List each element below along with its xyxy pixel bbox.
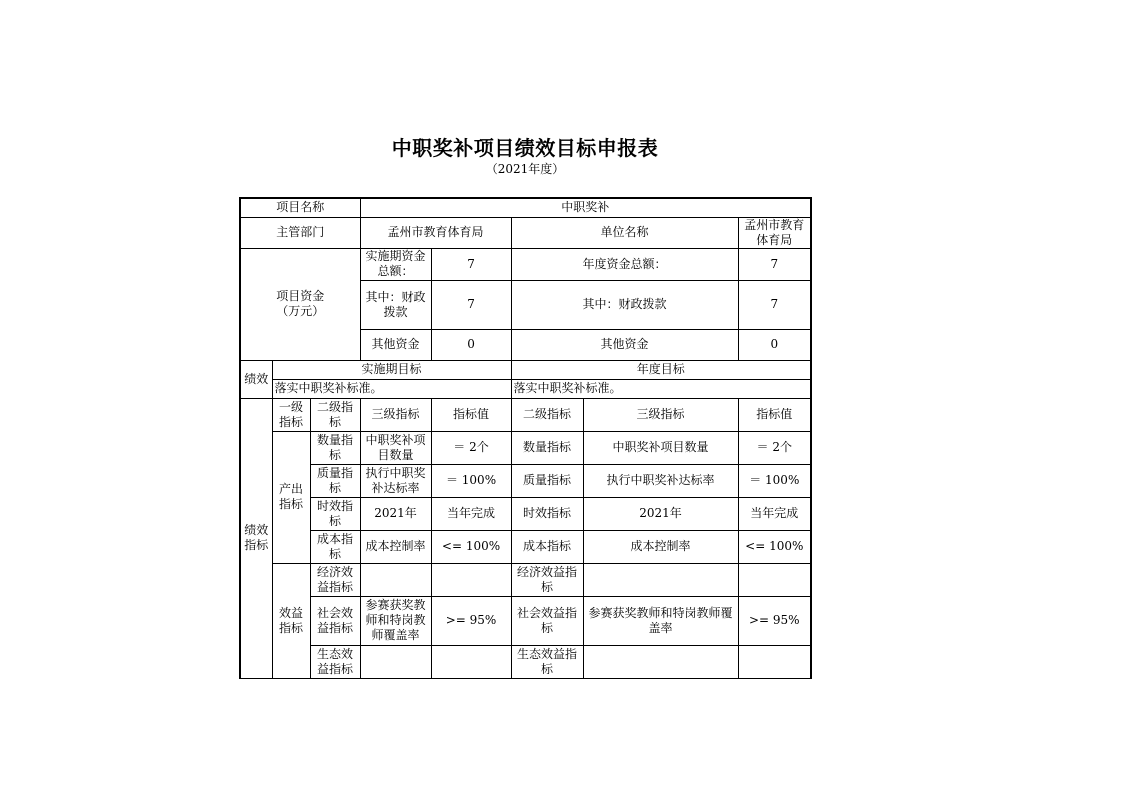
project-name-label: 项目名称	[240, 198, 360, 217]
goals-side-label: 绩效	[240, 360, 272, 398]
header-level2-year: 二级指标	[511, 398, 583, 431]
unit-value: 孟州市教育体育局	[738, 217, 811, 248]
funds-fiscal-value: 7	[431, 280, 511, 329]
project-name-value: 中职奖补	[360, 198, 811, 217]
row-l3: 2021年	[360, 497, 431, 530]
row-value	[431, 645, 511, 678]
row-l3	[360, 563, 431, 596]
row-l2-year: 生态效益指标	[511, 645, 583, 678]
row-l3: 成本控制率	[360, 530, 431, 563]
row-l2: 质量指标	[310, 464, 360, 497]
row-value-year: ＝ 2个	[738, 431, 811, 464]
funds-fiscal-label: 其中：财政拨款	[360, 280, 431, 329]
funds-year-other-value: 0	[738, 329, 811, 360]
funds-total-label: 实施期资金总额：	[360, 248, 431, 280]
row-value-year	[738, 563, 811, 596]
row-value: 当年完成	[431, 497, 511, 530]
header-level3: 三级指标	[360, 398, 431, 431]
page-title: 中职奖补项目绩效目标申报表	[391, 136, 659, 160]
row-l3-year	[583, 645, 738, 678]
row-l3-year: 参赛获奖教师和特岗教师覆盖率	[583, 596, 738, 645]
row-l2-year: 成本指标	[511, 530, 583, 563]
row-l3-year	[583, 563, 738, 596]
header-value-year: 指标值	[738, 398, 811, 431]
row-l2: 社会效益指标	[310, 596, 360, 645]
row-l2: 时效指标	[310, 497, 360, 530]
dept-label: 主管部门	[240, 217, 360, 248]
row-l3-year: 成本控制率	[583, 530, 738, 563]
funds-year-fiscal-label: 其中：财政拨款	[511, 280, 738, 329]
funds-total-value: 7	[431, 248, 511, 280]
goals-year-text: 落实中职奖补标准。	[511, 379, 811, 398]
row-l2-year: 质量指标	[511, 464, 583, 497]
row-l3-year: 执行中职奖补达标率	[583, 464, 738, 497]
row-l3: 参赛获奖教师和特岗教师覆盖率	[360, 596, 431, 645]
row-l2: 成本指标	[310, 530, 360, 563]
row-value-year: ＝ 100%	[738, 464, 811, 497]
funds-year-total-value: 7	[738, 248, 811, 280]
funds-label: 项目资金 （万元）	[240, 248, 360, 360]
goals-impl-header: 实施期目标	[272, 360, 511, 379]
output-indicator-label: 产出指标	[272, 431, 310, 563]
dept-value: 孟州市教育体育局	[360, 217, 511, 248]
header-level2: 二级指标	[310, 398, 360, 431]
benefit-indicator-label: 效益指标	[272, 563, 310, 678]
row-value: ＝ 100%	[431, 464, 511, 497]
row-l3-year: 2021年	[583, 497, 738, 530]
goals-year-header: 年度目标	[511, 360, 811, 379]
row-value: <= 100%	[431, 530, 511, 563]
row-l2-year: 数量指标	[511, 431, 583, 464]
row-value: >= 95%	[431, 596, 511, 645]
goals-impl-text: 落实中职奖补标准。	[272, 379, 511, 398]
row-l2-year: 经济效益指标	[511, 563, 583, 596]
row-value-year	[738, 645, 811, 678]
row-l2: 数量指标	[310, 431, 360, 464]
row-l2: 经济效益指标	[310, 563, 360, 596]
funds-year-other-label: 其他资金	[511, 329, 738, 360]
unit-label: 单位名称	[511, 217, 738, 248]
funds-year-total-label: 年度资金总额：	[511, 248, 738, 280]
row-value-year: <= 100%	[738, 530, 811, 563]
indicators-side-label: 绩效指标	[240, 398, 272, 678]
page-subtitle: （2021年度）	[485, 162, 565, 176]
funds-other-label: 其他资金	[360, 329, 431, 360]
row-l2-year: 时效指标	[511, 497, 583, 530]
header-level1: 一级指标	[272, 398, 310, 431]
row-l3: 中职奖补项目数量	[360, 431, 431, 464]
row-l3: 执行中职奖补达标率	[360, 464, 431, 497]
row-value-year: 当年完成	[738, 497, 811, 530]
header-value: 指标值	[431, 398, 511, 431]
row-value-year: >= 95%	[738, 596, 811, 645]
row-value	[431, 563, 511, 596]
funds-year-fiscal-value: 7	[738, 280, 811, 329]
funds-other-value: 0	[431, 329, 511, 360]
row-value: ＝ 2个	[431, 431, 511, 464]
row-l3	[360, 645, 431, 678]
row-l2: 生态效益指标	[310, 645, 360, 678]
row-l3-year: 中职奖补项目数量	[583, 431, 738, 464]
row-l2-year: 社会效益指标	[511, 596, 583, 645]
performance-form-table	[239, 197, 812, 679]
header-level3-year: 三级指标	[583, 398, 738, 431]
